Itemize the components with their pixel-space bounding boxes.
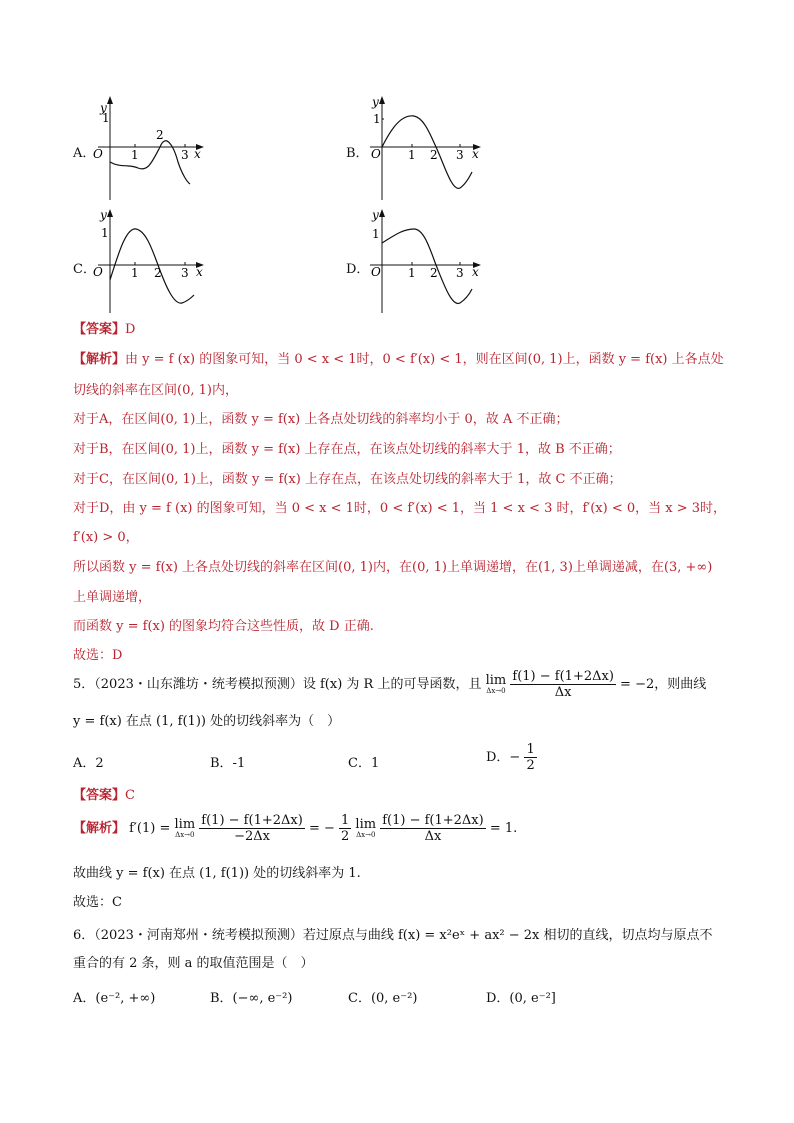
q4-analysis-line-5: 对于C，在区间(0, 1)上，函数 y = f(x) 上存在点，在该点处切线的斜率大于 1，故 C 不正确； (73, 472, 622, 487)
option-d-label: D． (346, 262, 370, 277)
svg-text:2: 2 (430, 148, 438, 162)
svg-text:y: y (372, 95, 379, 109)
q6-choice-b[interactable]: B．(−∞, e⁻²) (210, 991, 293, 1006)
q6-choice-c[interactable]: C．(0, e⁻²) (348, 991, 418, 1006)
svg-text:3: 3 (181, 148, 189, 162)
q4-analysis-line-10: 而函数 y = f(x) 的图象均符合这些性质，故 D 正确. (73, 619, 374, 634)
q4-analysis-line-7: f′(x) > 0， (73, 530, 139, 545)
y-label: y (100, 101, 107, 115)
q5-fraction: $\frac{f(1) - f(1+2\Delta x)}{\Delta x}$ (512, 669, 614, 700)
q5-analysis: 【解析】 f′(1) = lim Δx→0 $\frac{f(1) - f(1+2\Delta x)}{-2\Delta x}$ = − $\frac{1}{2}$ lim Δx→0 $\frac{f(1) - f(1+2\Delta x)}{\Delta x}$ = 1. (73, 813, 518, 844)
graph-c (90, 205, 210, 315)
q4-analysis-line-6: 对于D，由 y = f (x) 的图象可知，当 0 < x < 1时，0 < f′(x) < 1，当 1 < x < 3 时，f′(x) < 0，当 x > 3时， (73, 501, 727, 516)
svg-text:1: 1 (102, 111, 110, 125)
q5-choice-c[interactable]: C．1 (348, 756, 380, 771)
q5-choice-d[interactable]: D．− $\frac{1}{2}$ (486, 742, 535, 773)
q5-choice-a[interactable]: A．2 (73, 756, 104, 771)
graph-b (362, 92, 492, 202)
svg-text:1: 1 (101, 226, 109, 240)
svg-text:1: 1 (408, 266, 416, 280)
q6-choice-a[interactable]: A．(e⁻², +∞) (73, 991, 156, 1006)
svg-text:3: 3 (181, 266, 189, 280)
svg-text:2: 2 (154, 266, 162, 280)
q4-answer: 【答案】D (73, 322, 136, 337)
q6-stem-line-1: 6．（2023・河南郑州・统考模拟预测）若过原点与曲线 f(x) = x²eˣ + ax² − 2x 相切的直线，切点均与原点不 (73, 928, 713, 943)
svg-text:y: y (372, 208, 379, 222)
svg-text:1: 1 (373, 112, 381, 126)
q4-analysis-line-8: 所以函数 y = f(x) 上各点处切线的斜率在区间(0, 1)内，在(0, 1)上单调递增，在(1, 3)上单调递减，在(3, +∞) (73, 560, 713, 575)
q4-analysis-line-1: 【解析】由 y = f (x) 的图象可知，当 0 < x < 1时，0 < f′(x) < 1，则在区间(0, 1)上，函数 y = f(x) 上各点处 (73, 352, 724, 367)
q5-choice-b[interactable]: B．-1 (210, 756, 246, 771)
q6-choice-d[interactable]: D．(0, e⁻²] (486, 991, 556, 1006)
svg-text:1: 1 (372, 227, 380, 241)
graph-d (362, 205, 492, 315)
svg-text:2: 2 (156, 128, 164, 142)
svg-text:1: 1 (131, 148, 139, 162)
svg-text:O: O (371, 265, 381, 279)
svg-text:1: 1 (408, 148, 416, 162)
option-c-label: C． (73, 262, 96, 277)
svg-text:x: x (196, 265, 203, 279)
q4-analysis-line-4: 对于B，在区间(0, 1)上，函数 y = f(x) 上存在点，在该点处切线的斜率大于 1，故 B 不正确； (73, 442, 621, 457)
svg-text:y: y (100, 208, 107, 222)
svg-text:2: 2 (430, 266, 438, 280)
svg-text:1: 1 (131, 266, 139, 280)
q5-answer: 【答案】C (73, 788, 135, 803)
svg-text:x: x (472, 265, 479, 279)
q5-limit: lim Δx→0 (485, 672, 507, 695)
q4-analysis-line-9: 上单调递增， (73, 590, 152, 605)
graph-a (90, 92, 210, 202)
q5-stem-line-2: y = f(x) 在点 (1, f(1)) 处的切线斜率为（ ） (73, 714, 341, 729)
q6-stem-line-2: 重合的有 2 条，则 a 的取值范围是（ ） (73, 956, 314, 971)
svg-text:O: O (371, 147, 381, 161)
q4-conclusion: 故选：D (73, 648, 123, 663)
svg-text:O: O (93, 147, 103, 161)
svg-text:O: O (93, 265, 103, 279)
svg-text:3: 3 (456, 148, 464, 162)
q4-analysis-line-3: 对于A，在区间(0, 1)上，函数 y = f(x) 上各点处切线的斜率均小于 0，故 A 不正确； (73, 412, 569, 427)
svg-text:3: 3 (456, 266, 464, 280)
svg-text:x: x (194, 147, 201, 161)
q5-conclusion: 故选：C (73, 895, 122, 910)
q4-analysis-line-2: 切线的斜率在区间(0, 1)内， (73, 383, 238, 398)
q5-analysis-line-2: 故曲线 y = f(x) 在点 (1, f(1)) 处的切线斜率为 1. (73, 866, 361, 881)
svg-text:x: x (472, 147, 479, 161)
option-a-label: A． (73, 146, 96, 161)
option-b-label: B． (346, 146, 369, 161)
q5-stem-line-1: 5．（2023・山东潍坊・统考模拟预测）设 f(x) 为 R 上的可导函数，且 lim Δx→0 $\frac{f(1) - f(1+2\Delta x)}{\Delta x}$ = −2，则曲线 (73, 669, 707, 700)
